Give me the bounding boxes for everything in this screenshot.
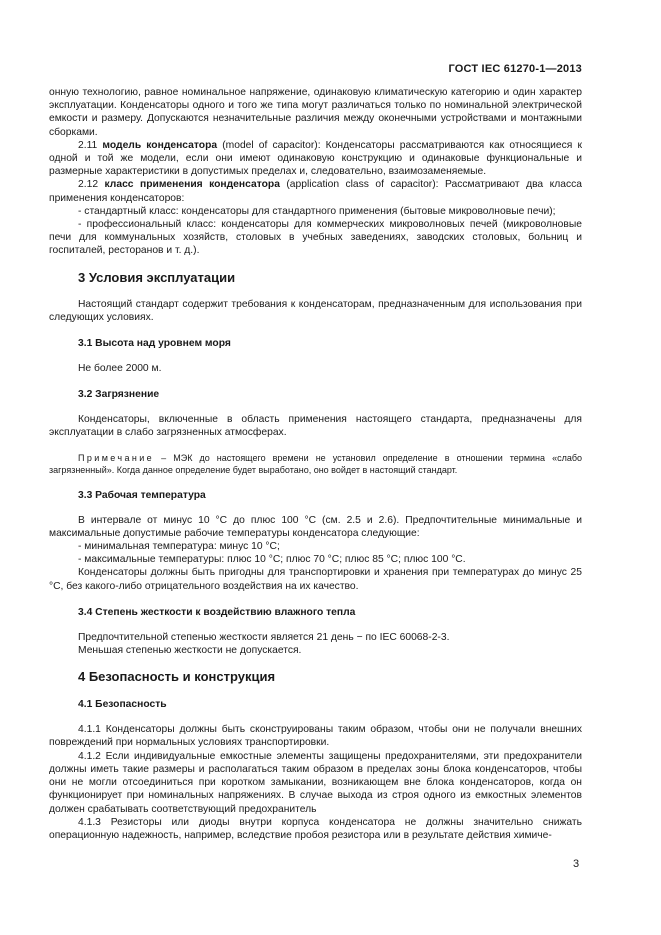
clause-4-1-3: 4.1.3 Резисторы или диоды внутри корпуса конденсатора не должны значительно снижать операционную надежность, например, вследствие пробоя резистора или в результате действия химиче- [49, 816, 582, 841]
definition-2-12 [49, 178, 582, 204]
subsection-3-2-heading: 3.2 Загрязнение [78, 389, 160, 401]
subsection-4-1-heading: 4.1 Безопасность [78, 699, 167, 711]
subsection-3-4-heading: 3.4 Степень жесткости к воздействию влажного тепла [78, 606, 356, 618]
list-item: - стандартный класс: конденсаторы для стандартного применения (бытовые микроволновые печи); [78, 205, 556, 217]
subsection-3-3-heading: 3.3 Рабочая температура [78, 489, 206, 501]
section-4-heading: 4 Безопасность и конструкция [78, 669, 276, 685]
definition-2-11 [49, 139, 582, 179]
defined-term: класс применения конденсатора [104, 179, 280, 191]
clause-4-1-2: 4.1.2 Если индивидуальные емкостные элементы защищены предохранителями, эти предохранители должны иметь такие размеры и располагаться таким образом в пределах зоны блока конденсаторов, чтобы они не могли отсоединиться при коротком замыкании, возникающем вне блока конденсаторов, когда он функционирует при номинальных напряжениях. В случае выхода из строя одного из емкостных элементов должен срабатывать соответствующий предохранитель [49, 750, 582, 815]
list-item: - максимальные температуры: плюс 10 °С; плюс 70 °С; плюс 85 °С; плюс 100 °С. [78, 554, 466, 566]
clause-4-1-1: 4.1.1 Конденсаторы должны быть сконструированы таким образом, чтобы они не получали внешних повреждений при нормальных условиях транспортировки. [49, 724, 582, 749]
subsection-3-4-line: Предпочтительной степенью жесткости является 21 день − по IEC 60068-2-3. [78, 631, 450, 643]
page-number: 3 [573, 858, 580, 870]
section-3-heading: 3 Условия эксплуатации [78, 269, 236, 285]
list-item: - минимальная температура: минус 10 °С; [78, 541, 280, 553]
subsection-3-1-text: Не более 2000 м. [78, 363, 162, 375]
subsection-3-3-transport: Конденсаторы должны быть пригодны для транспортировки и хранения при температурах до минус 25 °С, без какого-либо отрицательного воздействия на их качество. [49, 567, 582, 592]
subsection-3-3-text: В интервале от минус 10 °С до плюс 100 °С (см. 2.5 и 2.6). Предпочтительные минимальные и максимальные допустимые рабочие температуры конденсатора следующие: [49, 514, 582, 539]
document-code: ГОСТ IEC 61270-1—2013 [448, 63, 582, 75]
defined-term: модель конденсатора [102, 139, 218, 151]
subsection-3-2-text: Конденсаторы, включенные в область применения настоящего стандарта, предназначены для эксплуатации в слабо загрязненных атмосферах. [49, 414, 582, 439]
definition-text: (application class of capacitor): Рассматривают два класса применения конденсаторов: [49, 179, 582, 204]
clause-number: 2.12 [78, 179, 99, 191]
clause-number: 2.11 [78, 139, 98, 151]
definition-text: (model of capacitor): Конденсаторы рассматриваются как относящиеся к одной и той же модели, если они имеют одинаковую конструкцию и одинаковые функциональные и размерные характеристики в допустимых пределах и, следовательно, взаимозаменяемые. [49, 139, 582, 178]
continued-paragraph: онную технологию, равное номинальное напряжение, одинаковую климатическую категорию и один характер эксплуатации. Конденсаторы одного и того же типа могут различаться только по номинальной электрической емкости и размеру. Допускаются незначительные различия между оконечными устройствами и монтажными сборками. [49, 87, 582, 138]
subsection-3-1-heading: 3.1 Высота над уровнем моря [78, 338, 231, 350]
note-text: – МЭК до настоящего времени не установил определение в отношении термина «слабо загрязненный». Когда данное определение будет выработано, оно войдет в настоящий стандарт. [49, 452, 582, 475]
subsection-3-4-line: Меньшая степенью жесткости не допускается. [78, 645, 302, 657]
list-item: - профессиональный класс: конденсаторы для коммерческих микроволновых печей (микроволновые печи для коммунальных хозяйств, столовых в учебных заведениях, заводских столовых, больниц и госпиталей, ресторанов и т. д.). [49, 219, 582, 257]
note-label: Примечание [78, 452, 155, 463]
note [49, 452, 582, 476]
section-3-intro: Настоящий стандарт содержит требования к конденсаторам, предназначенным для использования при следующих условиях. [49, 298, 582, 323]
page-content [49, 86, 582, 842]
